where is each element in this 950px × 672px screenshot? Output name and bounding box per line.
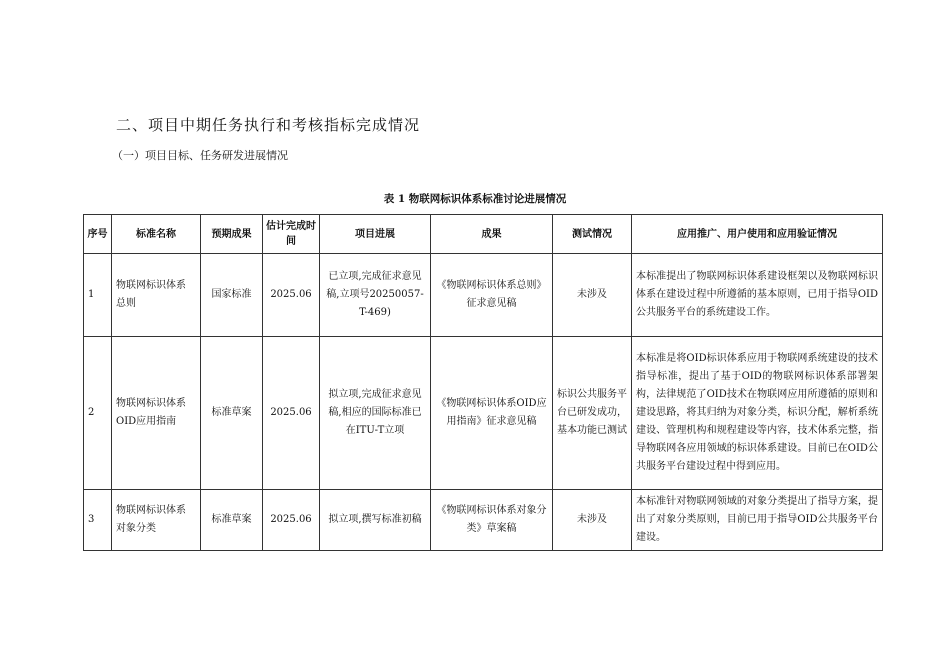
cell-expected: 标准草案 xyxy=(201,337,263,490)
header-name: 标准名称 xyxy=(112,215,201,254)
subsection-heading: （一）项目目标、任务研发进展情况 xyxy=(112,149,288,162)
header-progress: 项目进展 xyxy=(320,215,431,254)
cell-name: 物联网标识体系 对象分类 xyxy=(112,490,201,551)
header-result: 成果 xyxy=(431,215,553,254)
cell-name: 物联网标识体系 总则 xyxy=(112,254,201,337)
cell-no: 2 xyxy=(84,337,112,490)
cell-test: 未涉及 xyxy=(553,490,632,551)
header-application: 应用推广、用户使用和应用验证情况 xyxy=(632,215,883,254)
cell-name: 物联网标识体系 OID应用指南 xyxy=(112,337,201,490)
section-heading: 二、项目中期任务执行和考核指标完成情况 xyxy=(116,116,421,134)
cell-time: 2025.06 xyxy=(263,337,320,490)
progress-table xyxy=(83,214,883,551)
cell-application: 本标准提出了物联网标识体系建设框架以及物联网标识体系在建设过程中所遵循的基本原则，已用于指导OID公共服务平台的系统建设工作。 xyxy=(632,254,883,337)
header-no: 序号 xyxy=(84,215,112,254)
table-caption: 表 1 物联网标识体系标准讨论进展情况 xyxy=(383,193,567,205)
cell-test: 未涉及 xyxy=(553,254,632,337)
cell-time: 2025.06 xyxy=(263,490,320,551)
cell-no: 1 xyxy=(84,254,112,337)
cell-result: 《物联网标识体系总则》征求意见稿 xyxy=(431,254,553,337)
cell-expected: 标准草案 xyxy=(201,490,263,551)
cell-test: 标识公共服务平台已研发成功，基本功能已测试 xyxy=(553,337,632,490)
cell-progress: 已立项,完成征求意见稿,立项号20250057-T-469) xyxy=(320,254,431,337)
cell-application: 本标准针对物联网领域的对象分类提出了指导方案，提出了对象分类原则，目前已用于指导OID公共服务平台建设。 xyxy=(632,490,883,551)
cell-no: 3 xyxy=(84,490,112,551)
cell-result: 《物联网标识体系OID应用指南》征求意见稿 xyxy=(431,337,553,490)
cell-progress: 拟立项,完成征求意见稿,相应的国际标准已在ITU-T立项 xyxy=(320,337,431,490)
cell-application: 本标准是将OID标识体系应用于物联网系统建设的技术指导标准，提出了基于OID的物联网标识体系部署架构，法律规范了OID技术在物联网应用所遵循的原则和建设思路，将其归纳为对象分类，标识分配，解析系统建设、管理机构和规程建设等内容，技术体系完整，指导物联网各应用领域的标识体系建设。目前已在OID公共服务平台建设过程中得到应用。 xyxy=(632,337,883,490)
cell-result: 《物联网标识体系对象分类》草案稿 xyxy=(431,490,553,551)
table-header-row xyxy=(84,215,883,254)
cell-time: 2025.06 xyxy=(263,254,320,337)
header-expected: 预期成果 xyxy=(201,215,263,254)
header-test: 测试情况 xyxy=(553,215,632,254)
header-time: 估计完成时间 xyxy=(263,215,320,254)
cell-progress: 拟立项,撰写标准初稿 xyxy=(320,490,431,551)
table-row xyxy=(84,490,883,551)
cell-expected: 国家标准 xyxy=(201,254,263,337)
table-row xyxy=(84,254,883,337)
table-row xyxy=(84,337,883,490)
